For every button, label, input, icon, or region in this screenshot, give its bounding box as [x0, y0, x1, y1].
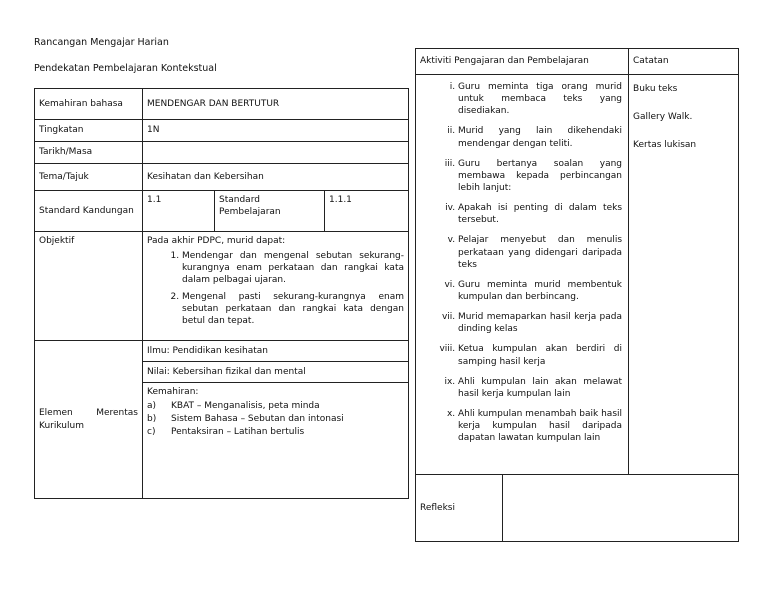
- kemahiran-text: Pentaksiran – Latihan bertulis: [171, 427, 305, 438]
- activity-item: i. Guru meminta tiga orang murid untuk membaca teks yang disediakan.: [458, 81, 624, 117]
- objektif-item: 1. Mendengar dan mengenal sebutan sekurang-kurangnya enam perkataan dan rangkai kata dalam pelbagai ujaran.: [182, 250, 404, 286]
- row-activities-body: [416, 75, 739, 475]
- row-ilmu: [35, 341, 409, 362]
- kemahiran-marker: a): [147, 401, 157, 412]
- activity-item: vi. Guru meminta murid membentuk kumpulan dan berbincang.: [458, 279, 624, 303]
- row-tingkatan: [35, 120, 409, 142]
- lesson-plan-table: [34, 88, 409, 499]
- objektif-intro: Pada akhir PDPC, murid dapat:: [147, 236, 286, 246]
- label-standard-kandungan: Standard Kandungan: [35, 191, 143, 232]
- activities-list: [420, 81, 624, 444]
- activity-item: viii. Ketua kumpulan akan berdiri di samping hasil kerja: [458, 343, 624, 367]
- activity-item: ix. Ahli kumpulan lain akan melawat hasil kerja kumpulan lain: [458, 376, 624, 400]
- note-item: Gallery Walk.: [633, 112, 693, 123]
- activity-item: ii. Murid yang lain dikehendaki mendengar dengan teliti.: [458, 125, 624, 149]
- row-kemahiran-bahasa: [35, 89, 409, 120]
- value-tingkatan: 1N: [143, 120, 409, 142]
- note-item: Buku teks: [633, 84, 678, 94]
- kemahiran-item: [147, 400, 404, 412]
- note-item: Kertas lukisan: [633, 140, 697, 151]
- value-nilai: Nilai: Kebersihan fizikal dan mental: [143, 362, 409, 383]
- row-objektif: [35, 232, 409, 341]
- value-kemahiran-bahasa: MENDENGAR DAN BERTUTUR: [143, 89, 409, 120]
- value-standard-kandungan: 1.1: [143, 191, 215, 232]
- kemahiran-text: KBAT – Menganalisis, peta minda: [171, 401, 320, 412]
- row-tema-tajuk: [35, 164, 409, 191]
- kemahiran-list: [147, 400, 404, 438]
- label-tema-tajuk: Tema/Tajuk: [35, 164, 143, 191]
- notes-cell: [629, 75, 739, 475]
- value-objektif: [143, 232, 409, 341]
- label-elemen-merentas-kurikulum: Elemen Merentas Kurikulum: [35, 341, 143, 499]
- kemahiran-item: [147, 426, 404, 438]
- activities-table: [415, 48, 739, 542]
- document-subtitle: Pendekatan Pembelajaran Kontekstual: [34, 63, 217, 74]
- value-standard-pembelajaran: 1.1.1: [325, 191, 409, 232]
- document-title: Rancangan Mengajar Harian: [34, 37, 169, 48]
- kemahiran-marker: c): [147, 427, 156, 438]
- value-tarikh-masa: [143, 142, 409, 164]
- value-tema-tajuk: Kesihatan dan Kebersihan: [143, 164, 409, 191]
- label-tarikh-masa: Tarikh/Masa: [35, 142, 143, 164]
- row-activities-header: [416, 49, 739, 75]
- row-standard-kandungan: [35, 191, 409, 232]
- label-standard-pembelajaran: Standard Pembelajaran: [215, 191, 325, 232]
- activities-cell: [416, 75, 629, 475]
- value-kemahiran: [143, 383, 409, 499]
- label-kemahiran-bahasa: Kemahiran bahasa: [35, 89, 143, 120]
- row-tarikh-masa: [35, 142, 409, 164]
- kemahiran-text: Sistem Bahasa – Sebutan dan intonasi: [171, 414, 344, 425]
- activity-item: iv. Apakah isi penting di dalam teks tersebut.: [458, 202, 624, 226]
- activity-item: iii. Guru bertanya soalan yang membawa kepada perbincangan lebih lanjut:: [458, 158, 624, 194]
- activity-item: v. Pelajar menyebut dan menulis perkataan yang didengari daripada teks: [458, 234, 624, 270]
- notes-header: Catatan: [629, 49, 739, 75]
- activities-header: Aktiviti Pengajaran dan Pembelajaran: [416, 49, 629, 75]
- kemahiran-marker: b): [147, 414, 157, 425]
- activity-item: vii. Murid memaparkan hasil kerja pada dinding kelas: [458, 311, 624, 335]
- objektif-item: 2. Mengenal pasti sekurang-kurangnya enam sebutan perkataan dan rangkai kata dengan betul dan tepat.: [182, 291, 404, 327]
- activity-item: x. Ahli kumpulan menambah baik hasil kerja kumpulan hasil daripada dapatan lawatan kumpulan lain: [458, 408, 624, 444]
- label-refleksi: Refleksi: [416, 475, 503, 542]
- objektif-list: [147, 250, 404, 327]
- label-tingkatan: Tingkatan: [35, 120, 143, 142]
- value-refleksi: [503, 475, 739, 542]
- label-objektif: Objektif: [35, 232, 143, 341]
- value-ilmu: Ilmu: Pendidikan kesihatan: [143, 341, 409, 362]
- kemahiran-title: Kemahiran:: [147, 387, 199, 397]
- kemahiran-item: [147, 413, 404, 425]
- row-refleksi: [416, 475, 739, 542]
